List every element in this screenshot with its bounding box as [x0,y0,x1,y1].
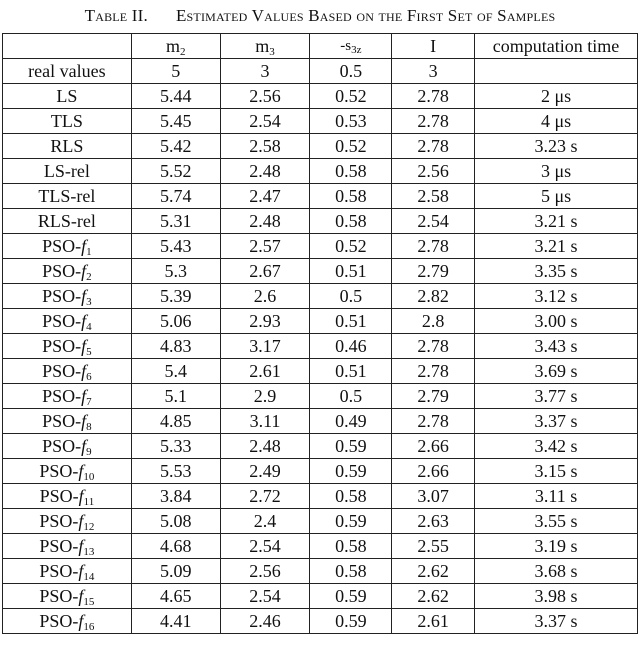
I-cell: 2.78 [392,359,475,384]
m3-cell: 2.56 [220,84,310,109]
s3z-cell: 0.58 [310,209,392,234]
method-function-index: 2 [86,271,92,283]
method-function-index: 8 [86,421,92,433]
m3-cell: 2.4 [220,509,310,534]
method-function-index: 3 [86,296,92,308]
I-cell: 2.62 [392,584,475,609]
method-function: f [81,361,87,381]
m3-cell: 2.49 [220,459,310,484]
header-s3z-sub: 3z [351,44,362,56]
method-function-index: 10 [83,471,95,483]
table-row [3,109,638,134]
header-s3z-base: -s [340,38,352,54]
I-cell: 2.55 [392,534,475,559]
s3z-cell: 0.51 [310,309,392,334]
table-row [3,234,638,259]
m2-cell: 5.06 [131,309,220,334]
time-cell: 4 μs [475,109,638,134]
s3z-cell: 0.46 [310,334,392,359]
s3z-cell: 0.59 [310,509,392,534]
s3z-cell: 0.59 [310,459,392,484]
table-row [3,384,638,409]
s3z-cell: 0.53 [310,109,392,134]
m2-cell: 4.65 [131,584,220,609]
I-cell: 2.78 [392,134,475,159]
method-cell [3,509,132,534]
method-function-index: 4 [86,321,92,333]
m3-cell: 3.17 [220,334,310,359]
I-cell: 2.63 [392,509,475,534]
time-cell: 3 μs [475,159,638,184]
results-table [2,33,638,634]
method-cell [3,334,132,359]
method-name: PSO- [42,286,82,306]
method-function-index: 6 [86,371,92,383]
time-cell: 3.43 s [475,334,638,359]
I-cell: 3.07 [392,484,475,509]
m2-cell: 3.84 [131,484,220,509]
time-cell: 5 μs [475,184,638,209]
m3-cell: 2.67 [220,259,310,284]
method-name: PSO- [39,586,79,606]
table-row [3,559,638,584]
table-row [3,334,638,359]
method-cell [3,409,132,434]
method-function: f [81,311,87,331]
header-m2-base: m [165,36,180,56]
m2-cell: 5.52 [131,159,220,184]
I-cell: 2.54 [392,209,475,234]
m2-cell: 5.3 [131,259,220,284]
s3z-cell: 0.58 [310,534,392,559]
method-cell [3,484,132,509]
method-function-index: 9 [86,446,92,458]
method-function: f [81,386,87,406]
table-row [3,259,638,284]
time-cell: 3.98 s [475,584,638,609]
time-cell: 3.77 s [475,384,638,409]
method-function-index: 7 [86,396,92,408]
method-name: PSO- [42,261,82,281]
method-function-index: 5 [86,346,92,358]
I-cell: 2.82 [392,284,475,309]
I-cell: 2.62 [392,559,475,584]
table-row [3,534,638,559]
method-function: f [78,611,84,631]
header-m2 [131,34,220,59]
method-name: LS [56,86,78,106]
method-name: PSO- [39,561,79,581]
time-cell: 3.37 s [475,609,638,634]
method-function-index: 11 [83,496,95,508]
time-cell: 3.00 s [475,309,638,334]
I-cell: 2.8 [392,309,475,334]
time-cell: 3.21 s [475,209,638,234]
method-name: PSO- [42,336,82,356]
I-cell: 2.58 [392,184,475,209]
method-cell [3,559,132,584]
m3-cell: 2.48 [220,434,310,459]
method-function: f [78,536,84,556]
m2-cell: 5.42 [131,134,220,159]
m3-cell: 2.48 [220,209,310,234]
m2-cell: 4.83 [131,334,220,359]
method-name: LS-rel [43,161,90,181]
time-cell: 3.11 s [475,484,638,509]
method-name: PSO- [42,236,82,256]
m2-cell: 5.45 [131,109,220,134]
I-cell: 2.78 [392,334,475,359]
method-cell [3,459,132,484]
method-function-index: 16 [83,621,95,633]
table-row [3,59,638,84]
table-row [3,609,638,634]
method-function: f [81,436,87,456]
table-row [3,309,638,334]
method-function: f [78,511,84,531]
method-cell [3,309,132,334]
table-caption [0,6,640,26]
method-name: PSO- [42,436,82,456]
m2-cell: 5.53 [131,459,220,484]
table-row [3,484,638,509]
method-function-index: 14 [83,571,95,583]
header-s3z [310,34,392,59]
m3-cell: 2.54 [220,109,310,134]
m2-cell: 5.74 [131,184,220,209]
table-row [3,159,638,184]
time-cell: 3.69 s [475,359,638,384]
time-cell [475,59,638,84]
table-row [3,434,638,459]
method-cell [3,609,132,634]
s3z-cell: 0.5 [310,384,392,409]
table-row [3,509,638,534]
s3z-cell: 0.58 [310,484,392,509]
m2-cell: 5.39 [131,284,220,309]
I-cell: 2.61 [392,609,475,634]
method-cell [3,584,132,609]
m3-cell: 2.46 [220,609,310,634]
header-time: computation time [475,34,638,59]
m3-cell: 2.9 [220,384,310,409]
method-name: RLS [50,136,84,156]
method-function-index: 13 [83,546,95,558]
m3-cell: 2.72 [220,484,310,509]
method-name: PSO- [42,361,82,381]
method-name: RLS-rel [37,211,96,231]
method-cell [3,534,132,559]
method-function: f [78,586,84,606]
method-function-index: 1 [86,246,92,258]
method-name: TLS-rel [38,186,96,206]
header-empty [3,34,132,59]
method-name: PSO- [42,311,82,331]
method-cell [3,134,132,159]
I-cell: 3 [392,59,475,84]
m2-cell: 5.1 [131,384,220,409]
method-function: f [81,411,87,431]
m3-cell: 2.54 [220,534,310,559]
method-name: PSO- [39,511,79,531]
method-function: f [78,486,84,506]
method-function: f [78,461,84,481]
s3z-cell: 0.59 [310,584,392,609]
m3-cell: 2.47 [220,184,310,209]
time-cell: 3.15 s [475,459,638,484]
m2-cell: 5 [131,59,220,84]
m3-cell: 2.57 [220,234,310,259]
time-cell: 3.37 s [475,409,638,434]
method-cell [3,234,132,259]
method-name: real values [28,61,106,81]
m3-cell: 3 [220,59,310,84]
s3z-cell: 0.58 [310,159,392,184]
time-cell: 3.12 s [475,284,638,309]
method-function-index: 12 [83,521,95,533]
method-cell [3,84,132,109]
header-m3-sub: 3 [269,46,275,58]
s3z-cell: 0.5 [310,59,392,84]
time-cell: 3.19 s [475,534,638,559]
time-cell: 3.23 s [475,134,638,159]
I-cell: 2.78 [392,109,475,134]
header-m3 [220,34,310,59]
table-number: Table II. [84,6,148,25]
time-cell: 3.68 s [475,559,638,584]
method-name: PSO- [39,486,79,506]
method-name: PSO- [42,411,82,431]
m3-cell: 2.93 [220,309,310,334]
table-row [3,134,638,159]
method-name: TLS [50,111,83,131]
m2-cell: 5.4 [131,359,220,384]
m2-cell: 5.08 [131,509,220,534]
m3-cell: 2.61 [220,359,310,384]
I-cell: 2.79 [392,259,475,284]
s3z-cell: 0.58 [310,184,392,209]
s3z-cell: 0.5 [310,284,392,309]
m2-cell: 5.31 [131,209,220,234]
method-name: PSO- [39,461,79,481]
m3-cell: 3.11 [220,409,310,434]
m3-cell: 2.48 [220,159,310,184]
I-cell: 2.66 [392,434,475,459]
m2-cell: 5.09 [131,559,220,584]
table-row [3,84,638,109]
method-cell [3,259,132,284]
I-cell: 2.78 [392,409,475,434]
method-cell [3,59,132,84]
method-cell [3,184,132,209]
table-row [3,409,638,434]
m3-cell: 2.6 [220,284,310,309]
m3-cell: 2.56 [220,559,310,584]
table-row [3,359,638,384]
time-cell: 2 μs [475,84,638,109]
s3z-cell: 0.49 [310,409,392,434]
table-row [3,459,638,484]
method-function: f [78,561,84,581]
header-m2-sub: 2 [179,46,186,58]
m2-cell: 4.41 [131,609,220,634]
I-cell: 2.79 [392,384,475,409]
m3-cell: 2.54 [220,584,310,609]
method-cell [3,434,132,459]
method-function: f [81,236,87,256]
method-function: f [81,336,87,356]
method-name: PSO- [42,386,82,406]
time-cell: 3.21 s [475,234,638,259]
method-cell [3,109,132,134]
s3z-cell: 0.52 [310,234,392,259]
s3z-cell: 0.58 [310,559,392,584]
header-row [3,34,638,59]
s3z-cell: 0.52 [310,134,392,159]
time-cell: 3.55 s [475,509,638,534]
m2-cell: 5.43 [131,234,220,259]
m3-cell: 2.58 [220,134,310,159]
I-cell: 2.56 [392,159,475,184]
s3z-cell: 0.52 [310,84,392,109]
header-m3-base: m [255,36,270,56]
table-row [3,209,638,234]
method-cell [3,209,132,234]
I-cell: 2.66 [392,459,475,484]
method-cell [3,384,132,409]
s3z-cell: 0.51 [310,259,392,284]
m2-cell: 4.85 [131,409,220,434]
time-cell: 3.35 s [475,259,638,284]
method-function-index: 15 [83,596,95,608]
method-function: f [81,261,87,281]
header-I: I [392,34,475,59]
method-cell [3,284,132,309]
s3z-cell: 0.59 [310,609,392,634]
I-cell: 2.78 [392,84,475,109]
s3z-cell: 0.59 [310,434,392,459]
m2-cell: 5.33 [131,434,220,459]
table-row [3,284,638,309]
m2-cell: 4.68 [131,534,220,559]
method-function: f [81,286,87,306]
I-cell: 2.78 [392,234,475,259]
table-row [3,584,638,609]
method-name: PSO- [39,536,79,556]
method-cell [3,159,132,184]
table-row [3,184,638,209]
method-cell [3,359,132,384]
m2-cell: 5.44 [131,84,220,109]
table-title: Estimated Values Based on the First Set of Samples [175,6,556,25]
time-cell: 3.42 s [475,434,638,459]
method-name: PSO- [39,611,79,631]
s3z-cell: 0.51 [310,359,392,384]
